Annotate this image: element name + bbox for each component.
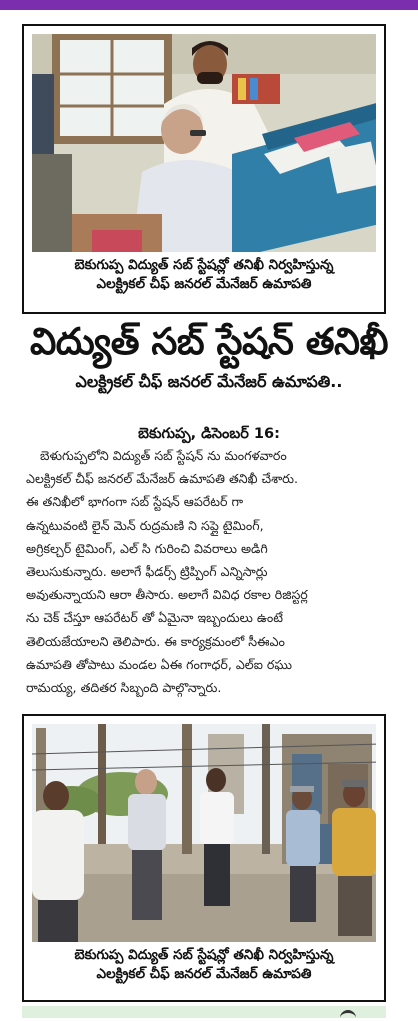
top-color-bar (0, 0, 418, 10)
body-line: ఉన్నటువంటి లైన్ మెన్ రుద్రమణి ని సప్లై టైమింగ్, (26, 517, 264, 533)
bottom-photo-substation-visit (32, 724, 376, 942)
body-line: ఎలక్ట్రికల్ చీఫ్ జనరల్ మేనేజర్ ఉమాపతి తనిఖీ చేశారు. (26, 471, 299, 487)
bottom-page-mark (340, 1010, 356, 1021)
body-line: ను చెక్ చేస్తూ ఆపరేటర్ తో ఏమైనా ఇబ్బందులు ఉంటే (26, 610, 284, 626)
article-body (26, 444, 392, 699)
body-line: ఉమాపతి తోపాటు మండల ఏఈ గంగాధర్, ఎల్ఐ రఘు (26, 656, 293, 672)
article-subheadline: ఎలక్ట్రికల్ చీఫ్ జనరల్ మేనేజర్ ఉమాపతి.. (75, 372, 343, 391)
body-line: ఈ తనిఖీలో భాగంగా సబ్ స్టేషన్ ఆపరేటర్ గా (26, 494, 244, 510)
body-line: బెళుగుప్పలోని విద్యుత్ సబ్ స్టేషన్ ను మంగళవారం (40, 448, 287, 463)
body-line: అగ్రికల్చర్ టైమింగ్, ఎల్ సి గురించి వివరాలు అడిగి (26, 540, 268, 556)
top-photo-office-inspection (32, 34, 376, 252)
top-photo-frame (22, 24, 386, 314)
bottom-photo-caption (24, 946, 384, 984)
body-line: రామయ్య, తదితర సిబ్బంది పాల్గొన్నారు. (26, 680, 222, 696)
body-line: తెలుసుకున్నారు. అలాగే ఫీడర్స్ ట్రిప్పింగ్ ఎన్నిసార్లు (26, 564, 268, 580)
body-line: అవుతున్నాయని ఆరా తీసారు. అలాగే వివిధ రకాల రిజిస్టర్ల (26, 587, 308, 603)
bottom-caption-line2: ఎలక్ట్రికల్ చీఫ్ జనరల్ మేనేజర్ ఉమాపతి (96, 966, 312, 982)
article-dateline: బెకుగుప్ప, డిసెంబర్ 16: (138, 426, 280, 442)
bottom-caption-line1: బెకుగుప్ప విద్యుత్ సబ్ స్టేషన్లో తనిఖీ నిర్వహిస్తున్న (74, 947, 334, 963)
bottom-photo-frame (22, 714, 386, 1002)
top-photo-caption (24, 256, 384, 294)
top-caption-line1: బెకుగుప్ప విద్యుత్ సబ్ స్టేషన్లో తనిఖీ నిర్వహిస్తున్న (74, 257, 334, 273)
bottom-green-strip (22, 1006, 386, 1018)
body-line: తెలియజేయాలని తెలిపారు. ఈ కార్యక్రమంలో సీఈఎం (26, 633, 285, 649)
top-caption-line2: ఎలక్ట్రికల్ చీఫ్ జనరల్ మేనేజర్ ఉమాపతి (96, 276, 312, 292)
article-headline: విద్యుత్ సబ్ స్టేషన్ తనిఖీ (29, 320, 389, 363)
